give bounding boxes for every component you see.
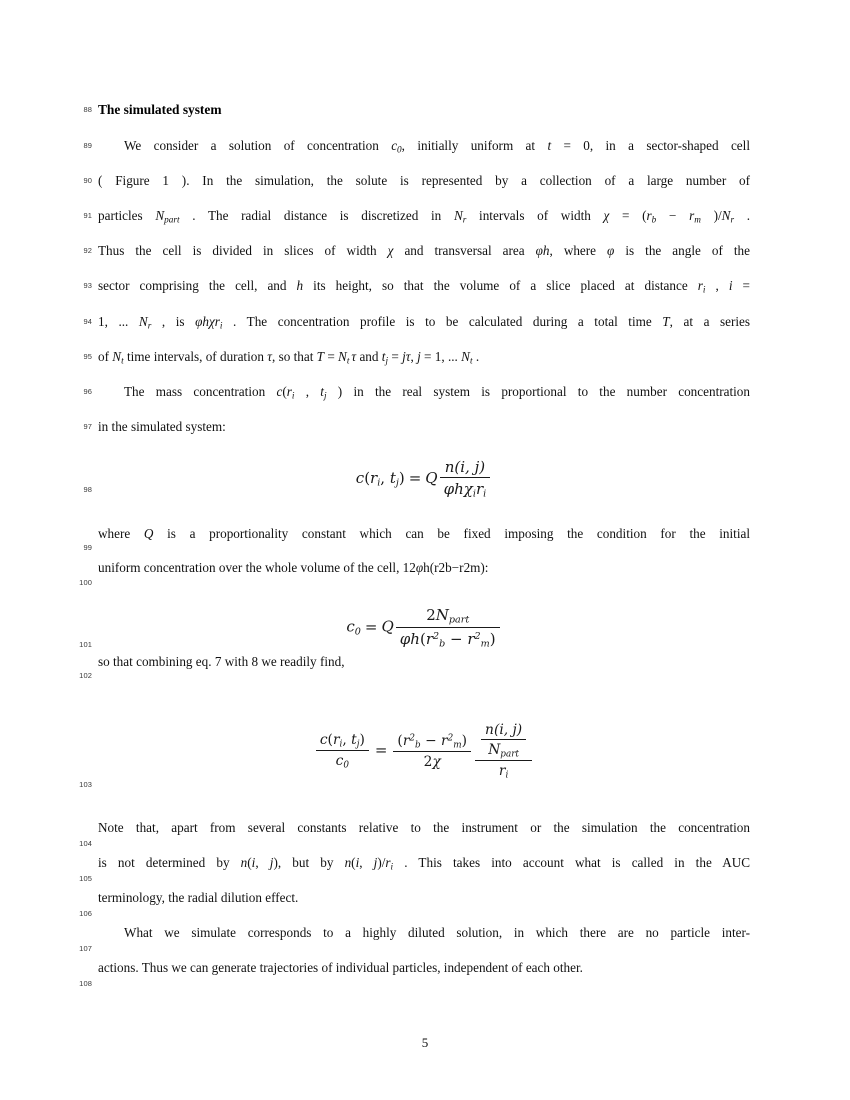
subscript: i [702, 284, 706, 295]
text-fragment: , so that [271, 349, 317, 364]
math-var-j: j [269, 855, 274, 870]
fraction-numerator [393, 733, 471, 752]
line-number: 106 [79, 909, 92, 918]
paren-close: ) [359, 732, 365, 748]
body-line-89 [98, 138, 750, 153]
text-fragment: , [294, 384, 321, 399]
math-var-n: n [444, 458, 455, 476]
subscript: t [121, 355, 124, 366]
section-heading: The simulated system [98, 102, 222, 117]
math-var-r: r [475, 480, 484, 498]
line-number: 90 [83, 176, 92, 185]
math-var-i: i [355, 855, 360, 870]
text-fragment: ), but by [273, 855, 345, 870]
line-number: 104 [79, 839, 92, 848]
line-number: 101 [79, 640, 92, 649]
text-fragment: and transversal area [393, 243, 536, 258]
subscript: b [415, 740, 421, 751]
text-fragment: ( [247, 855, 252, 870]
body-line-104: Note that, apart from several constants relative to the instrument or the simulation the concentration [98, 820, 750, 835]
fraction-numerator [475, 722, 532, 761]
body-line-95 [98, 349, 750, 364]
math-var-N: N [435, 606, 449, 624]
text-fragment: , at a series [669, 314, 751, 329]
math-symbol-chi: χ [463, 480, 473, 498]
line-number: 94 [83, 317, 92, 326]
subscript: i [505, 770, 509, 781]
math-var-h: h [410, 629, 420, 648]
line-number: 89 [83, 141, 92, 150]
text-fragment: What we simulate corresponds to a highly diluted solution, in which there are no particle inter- [124, 925, 750, 940]
math-var-r: r [332, 732, 340, 748]
text-fragment: , [705, 278, 729, 293]
subscript: 0 [397, 144, 402, 155]
math-var-i: i [251, 855, 256, 870]
nested-fraction [473, 722, 534, 781]
subscript: b [651, 214, 657, 225]
math-var-N: N [453, 208, 463, 223]
body-line-99 [98, 526, 750, 541]
math-var-j: j [417, 349, 421, 364]
fraction [394, 606, 502, 649]
subscript: m [453, 740, 462, 751]
line-number: 95 [83, 352, 92, 361]
text-fragment: , is [151, 314, 196, 329]
fraction-denominator [396, 628, 500, 650]
math-var-h: h [296, 278, 304, 293]
line-number: 91 [83, 211, 92, 220]
subscript: i [219, 320, 223, 331]
text-fragment: = 0, in a sector-shaped cell [551, 138, 750, 153]
equals-sign: = [374, 741, 388, 760]
math-symbol-phi: φ [607, 243, 615, 258]
line-number: 103 [79, 780, 92, 789]
math-var-c0: c [391, 138, 398, 153]
math-var-r: r [697, 278, 703, 293]
text-fragment: is a proportionality constant which can be fixed imposing the condition for the initial [153, 526, 750, 541]
math-var-n: n [344, 855, 352, 870]
comma: , [342, 732, 352, 748]
line-number: 102 [79, 671, 92, 680]
minus-sign: − [420, 732, 442, 749]
math-symbol-tau: τ [351, 349, 357, 364]
math-symbol-tau: τ [405, 349, 411, 364]
subscript: part [500, 749, 519, 760]
math-symbol-tau: τ [267, 349, 272, 364]
equals-sign: = [408, 468, 422, 487]
body-line-102: so that combining eq. 7 with 8 we readily find, [98, 654, 345, 669]
math-var-n: n [240, 855, 248, 870]
subscript: m [694, 214, 701, 225]
body-line-108: actions. Thus we can generate trajectories of individual particles, independent of each other. [98, 960, 583, 975]
body-line-105 [98, 855, 750, 870]
text-fragment: where [98, 526, 144, 541]
text-fragment: We consider a solution of concentration [124, 138, 392, 153]
text-fragment: , initially uniform at [401, 138, 548, 153]
math-var-t: t [320, 384, 324, 399]
math-args: (i, j) [493, 722, 523, 738]
math-var-r: r [214, 314, 220, 329]
math-var-r: r [286, 384, 292, 399]
math-var-r: r [689, 208, 695, 223]
minus-sign: − [445, 629, 468, 648]
paren-close: ) [489, 629, 496, 648]
math-var-N: N [155, 208, 165, 223]
body-line-92 [98, 243, 750, 258]
math-symbol-phi: φ [443, 480, 455, 498]
math-args: (i, j) [454, 458, 486, 476]
text-fragment: , [255, 855, 270, 870]
line-number: 97 [83, 422, 92, 431]
math-symbol-phi: φ [415, 560, 424, 575]
subscript: i [390, 861, 394, 872]
fraction [391, 733, 473, 770]
math-var-h: h [454, 480, 464, 498]
math-var-c: c [346, 617, 355, 636]
math-var-i: i [728, 278, 733, 293]
text-fragment: − [656, 208, 690, 223]
math-var-N: N [721, 208, 731, 223]
text-fragment: )/ [700, 208, 722, 223]
math-symbol-chi: χ [432, 754, 441, 771]
subscript: i [339, 739, 343, 750]
equation-body [356, 458, 492, 500]
text-fragment: ) in the real system is proportional to the number concentration [326, 384, 750, 399]
superscript: 2 [474, 630, 481, 642]
math-var-j: j [402, 349, 406, 364]
math-var-r: r [370, 468, 378, 487]
subscript: j [356, 739, 360, 750]
math-symbol-phi: φ [535, 243, 543, 258]
text-fragment: . The concentration profile is to be calculated during a total time [222, 314, 663, 329]
text-fragment: particles [98, 208, 156, 223]
page-number: 5 [421, 1035, 429, 1050]
paren-close: ) [461, 732, 468, 749]
text-fragment: its height, so that the volume of a slice placed at distance [303, 278, 698, 293]
text-fragment: = 1, ... [420, 349, 462, 364]
math-symbol-phi: φ [195, 314, 203, 329]
math-var-N: N [488, 742, 501, 758]
superscript: 2 [433, 630, 440, 642]
display-equation-3 [98, 722, 750, 781]
math-var-Q: Q [381, 617, 394, 636]
line-number: 100 [79, 578, 92, 587]
math-var-t: t [547, 138, 552, 153]
line-number: 99 [83, 543, 92, 552]
body-line-106: terminology, the radial dilution effect. [98, 890, 299, 905]
subscript: i [377, 477, 381, 489]
fraction [314, 732, 371, 771]
line-number: 96 [83, 387, 92, 396]
math-var-T: T [316, 349, 325, 364]
math-var-r: r [425, 629, 433, 648]
math-symbol-chi: χ [603, 208, 610, 223]
equation-body [346, 606, 501, 649]
fraction-numerator [481, 722, 526, 740]
paren-open: ( [419, 629, 426, 648]
subscript: j [323, 390, 327, 401]
subscript: r [462, 214, 467, 225]
line-number: 98 [83, 485, 92, 494]
line-number: 107 [79, 944, 92, 953]
fraction-denominator [316, 751, 369, 770]
text-fragment: . This takes into account what is called in the AUC [393, 855, 751, 870]
math-var-r: r [385, 855, 391, 870]
text-fragment: = [324, 349, 339, 364]
subscript: m [480, 638, 490, 650]
fraction-denominator [475, 761, 532, 780]
text-fragment: intervals of width [466, 208, 604, 223]
body-line-97: in the simulated system: [98, 419, 226, 434]
math-symbol-chi: χ [387, 243, 394, 258]
subscript: i [483, 488, 487, 500]
line-number: 93 [83, 281, 92, 290]
superscript: 2 [409, 733, 416, 744]
math-var-t: t [351, 732, 357, 748]
math-var-r: r [467, 629, 475, 648]
subscript: r [147, 320, 152, 331]
text-fragment: , where [549, 243, 608, 258]
line-number: 92 [83, 246, 92, 255]
math-var-c: c [355, 468, 365, 487]
line-number: 108 [79, 979, 92, 988]
body-line-107 [98, 925, 750, 940]
math-var-n: n [485, 722, 494, 738]
text-fragment: = [388, 349, 403, 364]
math-var-h: h [202, 314, 209, 329]
fraction-denominator [440, 478, 491, 500]
coefficient: 2 [426, 606, 436, 624]
fraction-numerator [396, 606, 500, 628]
math-var-h: h [542, 243, 550, 258]
subscript: t [469, 355, 473, 366]
text-fragment: , [410, 349, 418, 364]
fraction-denominator [393, 752, 471, 770]
math-var-N: N [461, 349, 470, 364]
math-var-r: r [646, 208, 652, 223]
inner-fraction [479, 722, 528, 759]
display-equation-1 [98, 458, 750, 500]
text-fragment: 1, ... [98, 314, 139, 329]
subscript: j [385, 355, 389, 366]
fraction-numerator [316, 732, 369, 751]
math-var-j: j [373, 855, 378, 870]
text-fragment: uniform concentration over the whole volume of the cell, 12 [98, 560, 416, 575]
text-fragment: The mass concentration [124, 384, 277, 399]
paren-open: ( [364, 468, 371, 487]
body-line-94 [98, 314, 750, 329]
subscript: 0 [343, 760, 349, 771]
math-var-r: r [402, 732, 410, 749]
subscript: t [346, 355, 350, 366]
subscript: r [730, 214, 735, 225]
subscript: i [291, 390, 295, 401]
body-line-96 [98, 384, 750, 399]
text-fragment: ( [282, 384, 287, 399]
subscript: i [472, 488, 476, 500]
fraction [438, 458, 493, 500]
superscript: 2 [447, 733, 454, 744]
text-fragment: , [359, 855, 374, 870]
text-fragment: time intervals, of duration [123, 349, 268, 364]
math-var-t: t [381, 349, 386, 364]
math-var-N: N [338, 349, 347, 364]
math-var-N: N [112, 349, 122, 364]
fraction-numerator [440, 458, 491, 478]
text-fragment: . [734, 208, 751, 223]
subscript: 0 [354, 626, 361, 638]
text-fragment: is the angle of the [614, 243, 750, 258]
math-var-N: N [138, 314, 148, 329]
math-var-T: T [662, 314, 670, 329]
math-var-Q: Q [143, 526, 154, 541]
equals-sign: = [364, 617, 378, 636]
text-fragment: and [356, 349, 382, 364]
math-var-c: c [319, 732, 328, 748]
text-fragment: Thus the cell is divided in slices of width [98, 243, 388, 258]
coefficient: 2 [423, 754, 433, 771]
text-fragment: . The radial distance is discretized in [179, 208, 454, 223]
comma: , [380, 468, 390, 487]
math-var-r: r [498, 763, 506, 780]
math-symbol-phi: φ [399, 629, 411, 648]
subscript: part [164, 214, 180, 225]
text-fragment: h(r2b−r2m): [423, 560, 489, 575]
text-fragment: is not determined by [98, 855, 241, 870]
subscript: j [395, 477, 399, 489]
paren-close: ) [398, 468, 405, 487]
math-var-c: c [276, 384, 283, 399]
text-fragment: )/ [377, 855, 386, 870]
text-fragment: sector comprising the cell, and [98, 278, 297, 293]
text-fragment: = [732, 278, 750, 293]
paren-open: ( [327, 732, 333, 748]
math-var-t: t [389, 468, 396, 487]
math-var-Q: Q [425, 468, 438, 487]
math-var-r: r [441, 732, 448, 749]
text-fragment: ( [351, 855, 356, 870]
paren-open: ( [397, 732, 403, 749]
text-fragment: = ( [609, 208, 647, 223]
body-line-91 [98, 208, 750, 223]
math-symbol-chi: χ [208, 314, 215, 329]
text-fragment: of [98, 349, 113, 364]
math-var-c: c [335, 753, 344, 770]
line-number: 105 [79, 874, 92, 883]
subscript: b [439, 638, 446, 650]
fraction-denominator [481, 740, 526, 759]
body-line-100 [98, 560, 750, 575]
equation-body [314, 722, 534, 781]
display-equation-2 [98, 606, 750, 649]
body-line-90: ( Figure 1 ). In the simulation, the solute is represented by a collection of a large number of [98, 173, 750, 188]
line-number: 88 [83, 105, 92, 114]
text-fragment: . [472, 349, 480, 364]
body-line-93 [98, 278, 750, 293]
subscript: part [448, 614, 470, 626]
